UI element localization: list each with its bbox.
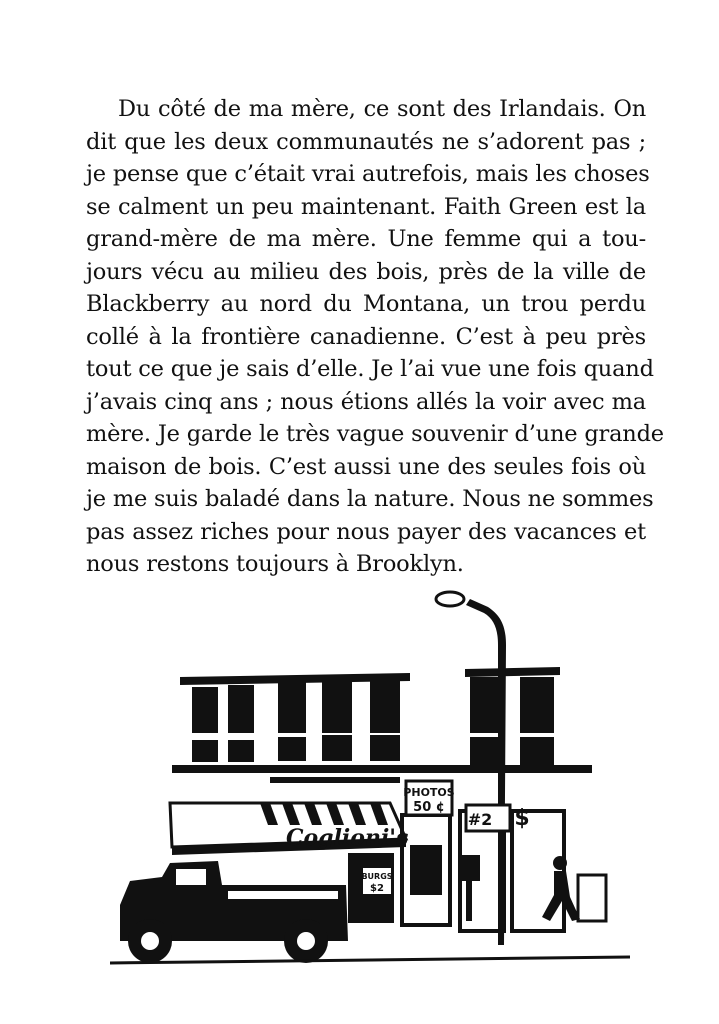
street-illustration [110, 585, 630, 985]
window [228, 740, 254, 762]
street-scene-drawing [110, 585, 630, 985]
awning-sign: Coglioni's [286, 825, 409, 851]
photos-sign-line1: PHOTOS [403, 786, 455, 799]
window [228, 685, 254, 733]
window [322, 679, 352, 733]
photos-sign-line2: 50 ¢ [413, 800, 445, 815]
window [192, 740, 218, 762]
paragraph-line: je pense que c’était vrai autrefois, mais les choses [86, 161, 650, 187]
truck-window [176, 869, 206, 885]
paragraph-line: grand-mère de ma mère. Une femme qui a tou- [86, 226, 646, 252]
burger-sign-line1: BURGS [361, 872, 393, 881]
window [192, 687, 218, 733]
mailbox [462, 855, 480, 881]
storefront-band [172, 765, 592, 773]
paragraph-line: Du côté de ma mère, ce sont des Irlandais. On [118, 96, 646, 122]
trash-can [578, 875, 606, 921]
paragraph-line: pas assez riches pour nous payer des vacances et [86, 518, 646, 545]
paragraph-line: maison de bois. C’est aussi une des seules fois où [86, 453, 646, 480]
dollar-sign: $ [514, 806, 530, 831]
paragraph-line: Blackberry au nord du Montana, un trou perdu [86, 291, 646, 317]
paragraph-line: dit que les deux communautés ne s’adorent pas ; [86, 128, 646, 155]
paragraph-line: je me suis baladé dans la nature. Nous ne sommes [86, 486, 654, 512]
pedestrian [542, 871, 580, 921]
paragraph-line: jours vécu au milieu des bois, près de la ville de [86, 258, 646, 285]
window [520, 677, 554, 733]
paragraph-line: nous restons toujours à Brooklyn. [86, 551, 464, 577]
sidewalk-line [110, 957, 630, 963]
paragraph-line: tout ce que je sais d’elle. Je l’ai vue une fois quand [86, 356, 654, 382]
window [370, 677, 400, 733]
window [278, 681, 306, 733]
window [278, 737, 306, 761]
pedestrian-head [553, 856, 567, 870]
paragraph-line: j’avais cinq ans ; nous étions allés la voir avec ma [86, 388, 646, 415]
window [520, 737, 554, 765]
paragraph [86, 93, 664, 581]
paragraph-line: se calment un peu maintenant. Faith Green est la [86, 193, 646, 220]
number-sign: #2 [467, 810, 493, 829]
paragraph-line: mère. Je garde le très vague souvenir d’une grande [86, 421, 664, 447]
lamp-head [436, 592, 464, 606]
burger-sign-line2: $2 [370, 883, 384, 894]
window [322, 735, 352, 761]
paragraph-line: collé à la frontière canadienne. C’est à peu près [86, 323, 646, 350]
window [370, 735, 400, 761]
